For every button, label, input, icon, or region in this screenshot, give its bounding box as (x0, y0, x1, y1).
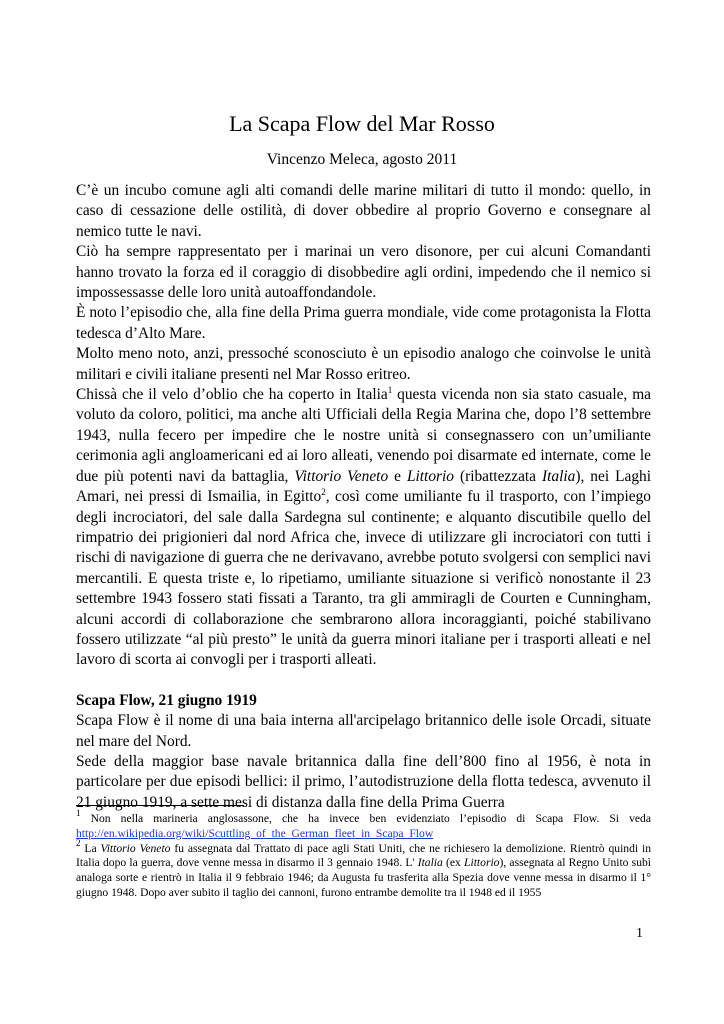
ship-name: Italia (541, 467, 576, 485)
ship-name: Littorio (406, 467, 454, 485)
text-run: questa vicenda non sia stato casuale, ma voluto da coloro, politici, ma anche alti Ufficiali della Regia Marina che, dopo l’8 settembre 1943, nulla fecero per impedire che le nostre unità si consegnassero con un’umiliante cerimonia agli angloamericani ed ai loro alleati, venendo poi disarmate ed internate, come le due più potenti navi da battaglia, (76, 386, 651, 485)
footnote-number: 2 (76, 837, 81, 848)
paragraph: Molto meno noto, anzi, pressoché sconosciuto è un episodio analogo che coinvolse le unità militari e civili italiane presenti nel Mar Rosso eritreo. (76, 345, 651, 383)
footnote-ref-1[interactable]: 1 (387, 385, 393, 396)
paragraph: C’è un incubo comune agli alti comandi delle marine militari di tutto il mondo: quello, in caso di cessazione delle ostilità, di dover obbedire al proprio Governo e consegnare al nemico tutte le navi. (76, 182, 651, 240)
paragraph: Ciò ha sempre rappresentato per i marinai un vero disonore, per cui alcuni Comandanti hanno trovato la forza ed il coraggio di disobbedire agli ordini, impedendo che il nemico si impossessasse delle loro unità autoaffondandole. (76, 243, 651, 302)
text-run: , così come umiliante fu il trasporto, con l’impiego degli incrociatori, del sale dalla Sardegna sul continente; e alquanto discutibile quello del rimpatrio dei prigionieri dal nord Africa che, invece di utilizzare gli incrociatori con tutti i rischi di navigazione di guerra che ne derivavano, avrebbe potuto svolgersi con semplici navi mercantili. E questa triste e, lo ripetiamo, umiliante situazione si verificò nonostante il 23 settembre 1943 fossero stati fissati a Taranto, tra gli ammiragli de Courten e Cunningham, alcuni accordi di collaborazione che sembrarono allora incoraggianti, poiché stabilivano fossero utilizzate “al più presto” le unità da guerra minori italiane per i trasporti alleati e nel lavoro di scorta ai convogli per i trasporti alleati. (76, 488, 652, 669)
page-number: 1 (636, 926, 643, 941)
text-run: ), nei Laghi Amari, nei pressi di Ismailia, in Egitto (76, 467, 651, 506)
paragraph: Sede della maggior base navale britannica dalla fine dell’800 fino al 1956, è nota in particolare per due episodi bellici: il primo, l’autodistruzione della flotta tedesca, avvenuto il 21 giugno 1919, a sette mesi di distanza dalla fine della Prima Guerra (76, 752, 651, 811)
footnote-text: Non nella marineria anglosassone, che ha invece ben evidenziato l’episodio di Scapa Flow. Si veda (80, 812, 651, 825)
author-date: Vincenzo Meleca, agosto 2011 (266, 151, 458, 168)
footnote-ref-2[interactable]: 2 (321, 487, 326, 498)
body-text (76, 181, 651, 813)
document-title: La Scapa Flow del Mar Rosso (229, 111, 495, 136)
footnote-text: La (80, 841, 101, 855)
footnotes (76, 808, 652, 901)
ship-name: Vittorio Veneto (294, 467, 389, 485)
section-heading: Scapa Flow, 21 giugno 1919 (76, 691, 257, 709)
footnote-1 (76, 808, 651, 842)
ship-name: Littorio (464, 856, 500, 870)
wikipedia-link[interactable]: http://en.wikipedia.org/wiki/Scuttling_of_the_German_fleet_in_Scapa_Flow (76, 826, 434, 840)
text-run: Chissà che il velo d’oblio che ha coperto in Italia (76, 386, 388, 404)
footnote-text: fu assegnata dal Trattato di pace agli Stati Uniti, che ne richiesero la demolizione. Rientrò quindi in Italia dopo la guerra, dove venne messa in disarmo il 3 gennaio 1948. L' (76, 841, 651, 870)
ship-name: Vittorio Veneto (100, 841, 171, 855)
footnote-text: (ex (442, 856, 465, 870)
text-run: (ribattezzata (453, 467, 542, 485)
paragraph (76, 385, 651, 671)
paragraph: Scapa Flow è il nome di una baia interna all'arcipelago britannico delle isole Orcadi, situate nel mare del Nord. (76, 712, 651, 750)
ship-name: Italia (417, 856, 443, 870)
footnote-separator (76, 805, 244, 806)
footnote-text: ), assegnata al Regno Unito subì analoga sorte e rientrò in Italia il 9 febbraio 1946; da Augusta fu trasferita alla Spezia dove venne messa in disarmo il 1° giugno 1948. Dopo aver subito il taglio dei cannoni, furono entrambe demolite tra il 1948 ed il 1955 (76, 856, 652, 899)
footnote-number: 1 (76, 808, 81, 818)
paragraph: È noto l’episodio che, alla fine della Prima guerra mondiale, vide come protagonista la Flotta tedesca d’Alto Mare. (76, 304, 651, 342)
footnote-2 (76, 837, 652, 901)
text-run: e (388, 467, 407, 485)
